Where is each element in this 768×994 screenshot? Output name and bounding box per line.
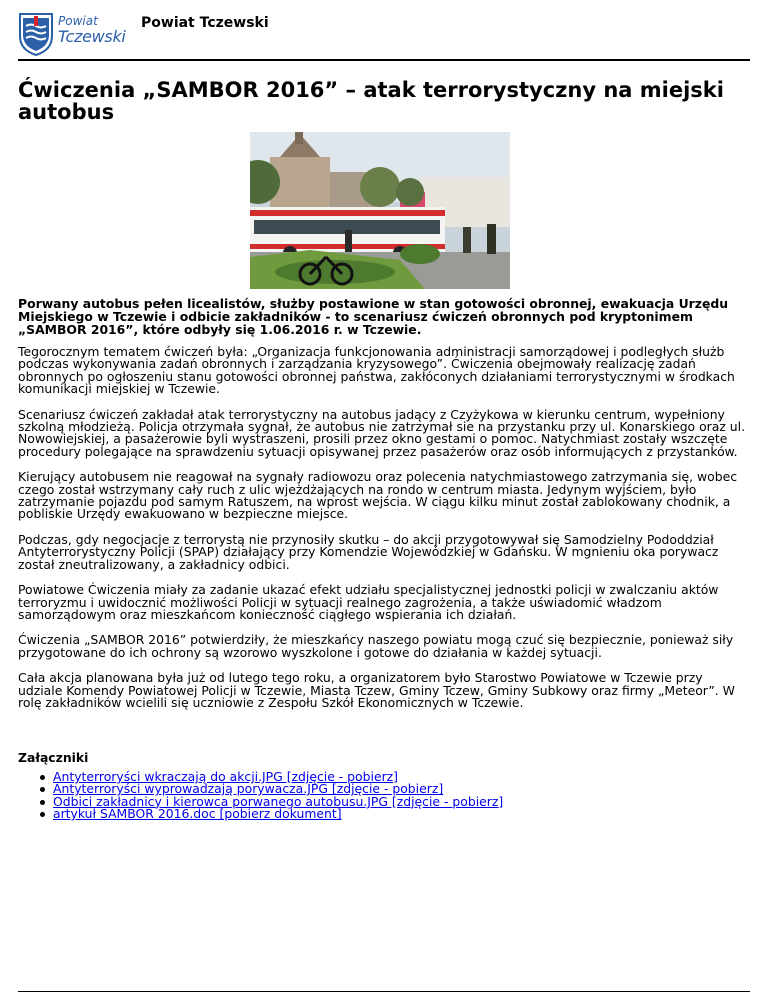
list-item: [40, 808, 503, 820]
article-title: Ćwiczenia „SAMBOR 2016” – atak terrorystyczny na miejski autobus: [18, 78, 724, 124]
attachment-link[interactable]: Odbici zakładnicy i kierowca porwanego autobusu.JPG [zdjęcie - pobierz]: [53, 793, 504, 809]
logo-text-powiat: Powiat: [58, 14, 98, 28]
attachments-heading: Załączniki: [18, 750, 89, 765]
header-divider: [18, 59, 750, 61]
article-photo: [250, 132, 510, 289]
article-body: [18, 346, 750, 722]
attachment-link[interactable]: Antyterroryści wkraczają do akcji.JPG [zdjęcie - pobierz]: [53, 769, 398, 784]
attachments-list: [40, 771, 503, 821]
county-logo[interactable]: [18, 12, 128, 58]
logo-text-tczewski: Tczewski: [58, 27, 126, 46]
article-paragraph: Kierujący autobusem nie reagował na sygnały radiowozu oraz polecenia natychmiastowego zatrzymania się, wobec czego został wstrzymany cały ruch z ulic wjeżdżających na rondo w centrum miasta. Jedynym wyjściem, było zatrzymanie pojazdu pod samym Ratuszem, na wprost wejścia. W ciągu kilku minut został zablokowany chodnik, a pobliskie Urzędy ewakuowano w bezpieczne miejsce.: [18, 469, 738, 522]
footer-divider: [18, 991, 750, 992]
article-paragraph: Podczas, gdy negocjacje z terrorystą nie przynosiły skutku – do akcji przygotowywał się Samodzielny Pododdział Antyterrorystyczny Policji (SPAP) działający przy Komendzie Wojewódzkiej w Gdańsku. W mgnieniu oka porywacz został zneutralizowany, a zakładnicy odbici.: [18, 531, 719, 572]
site-name: Powiat Tczewski: [141, 15, 269, 31]
article-paragraph: Cała akcja planowana była już od lutego tego roku, a organizatorem było Starostwo Powiatowe w Tczewie przy udziale Komendy Powiatowej Policji w Tczewie, Miasta Tczew, Gminy Tczew, Gminy Subkowy oraz firmy „Meteor”. W rolę zakładników wcielili się uczniowie z Zespołu Szkół Ekonomicznych w Tczewie.: [18, 670, 735, 710]
article-paragraph: Powiatowe Ćwiczenia miały za zadanie ukazać efekt udziału specjalistycznej jednostki policji w zwalczaniu aktów terroryzmu i uwidocznić możliwości Policji w sytuacji realnego zagrożenia, a także uświadomić władzom samorządowym oraz mieszkańcom konieczność ciągłego wspierania ich działań.: [18, 582, 719, 622]
attachment-link[interactable]: Antyterroryści wyprowadzają porywacza.JPG [zdjęcie - pobierz]: [53, 781, 444, 797]
article-paragraph: Tegorocznym tematem ćwiczeń była: „Organizacja funkcjonowania administracji samorządowej i podległych służb podczas wykonywania zadań obronnych i zarządzania kryzysowego”. Ćwiczenia obejmowały realizację zadań obronnych po ogłoszeniu stanu gotowości obronnej państwa, zakłóconych działaniami terrorystycznymi w środkach komunikacji miejskiej w Tczewie.: [18, 344, 735, 397]
article-paragraph: Ćwiczenia „SAMBOR 2016” potwierdziły, że mieszkańcy naszego powiatu mogą czuć się bezpiecznie, ponieważ siły przygotowane do ich ochrony są wzorowo wyszkolone i gotowe do działania w każdej sytuacji.: [18, 632, 734, 660]
article-lead: Porwany autobus pełen licealistów, służby postawione w stan gotowości obronnej, ewakuacja Urzędu Miejskiego w Tczewie i odbicie zakładników - to scenariusz ćwiczeń obronnych pod kryptonimem „SAMBOR 2016”, które odbyły się 1.06.2016 r. w Tczewie.: [18, 296, 729, 337]
article-paragraph: Scenariusz ćwiczeń zakładał atak terrorystyczny na autobus jadący z Czyżykowa w kierunku centrum, wypełniony szkolną młodzieżą. Policja otrzymała sygnał, że autobus nie zatrzymał sie na przystanku przy ul. Konarskiego oraz ul. Nowowiejskiej, a pasażerowie byli wystraszeni, prosili przez okno gestami o pomoc. Natychmiast zostały wszczęte procedury polegające na sprawdzeniu sytuacji opisywanej przez pasażerów oraz osób informujących z przystanków.: [18, 406, 746, 459]
attachment-link[interactable]: artykuł SAMBOR 2016.doc [pobierz dokument]: [53, 806, 342, 822]
page-header: [18, 12, 750, 60]
county-crest-icon: [18, 12, 54, 56]
